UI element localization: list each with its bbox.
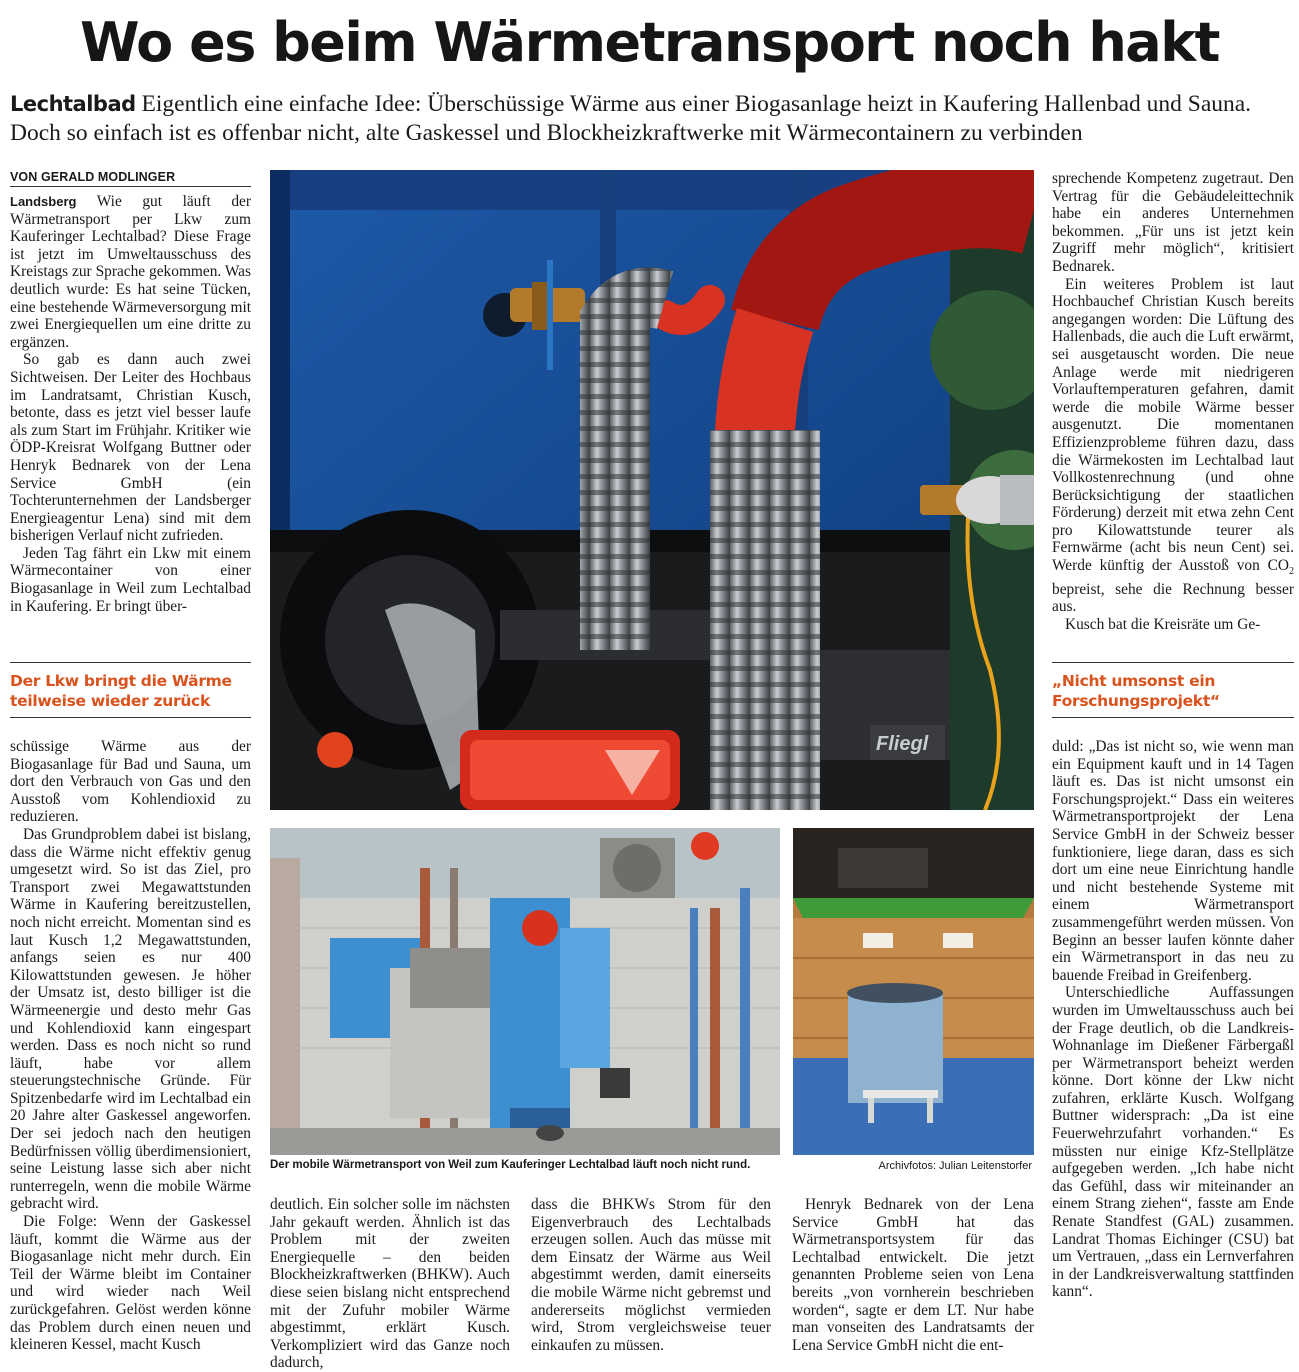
headline: Wo es beim Wärmetransport noch hakt <box>80 11 1219 74</box>
photo-caption: Der mobile Wärmetransport von Weil zum Kauferinger Lechtalbad läuft noch nicht rund. <box>270 1159 751 1171</box>
col5-paragraph-2: Ein weiteres Problem ist laut Hochbauchef Christian Kusch bereits angegangen worden: Die Lüftung des Hallenbads, die auch die Luft erwärmt, sei ausgetauscht worden. Die neue Anlage werde mit niedrigeren Vorlauftemperaturen gefahren, damit werde die mobile Wärme besser ausgenutzt. Die momentanen Effizienzprobleme führen dazu, dass die Wärmekosten im Lechtalbad laut Vollkostenrechnung (und ohne Berücksichtigung der staatlichen Förderung) derzeit mit etwa zehn Cent pro Kilowattstunde teurer als Fernwärme (acht bis neun Cent) sei. Werde künftig der Ausstoß von $CO_2$ bepreist, sehe die Rechnung besser aus. <box>1052 275 1294 616</box>
article-column-5-continued <box>1052 738 1294 1301</box>
photo-credit: Archivfotos: Julian Leitenstorfer <box>878 1160 1032 1172</box>
container-rib <box>270 170 290 580</box>
col1-paragraph-6: Die Folge: Wenn der Gaskessel läuft, kommt die Wärme aus der Biogasanlage nicht mehr durch. Ein Teil der Wärme bleibt im Container und wird wieder nach Weil zurückgefahren. Gelöst werden könne das Problem durch einen neuen und kleineren Kessel, macht Kusch <box>10 1213 251 1354</box>
article-column-3 <box>531 1196 771 1354</box>
ceiling-panel <box>838 848 928 888</box>
photo-truck <box>270 170 1034 810</box>
photo-sauna-graphic <box>793 828 1034 1155</box>
hose-corrugated <box>710 430 820 810</box>
article-column-2 <box>270 1196 510 1372</box>
dek-keyword: Lechtalbad <box>10 92 136 116</box>
col3-paragraph: dass die BHKWs Strom für den Eigenverbrauch des Lechtalbads erzeugen sollen. Auch das müsse mit dem Einsatz der Wärme aus Weil abgestimmt werden, damit einerseits die mobile Wärme nicht gebremst und andererseits möglichst vermieden wird, Strom vergleichsweise teuer einkaufen zu müssen. <box>531 1196 771 1354</box>
photo-truck-graphic <box>270 170 1034 810</box>
col5-paragraph-3: Kusch bat die Kreisräte um Ge- <box>1065 615 1261 633</box>
subhead-1: Der Lkw bringt die Wärme teilweise wieder zurück <box>10 662 251 718</box>
subhead-2: „Nicht umsonst ein Forschungsprojekt“ <box>1052 662 1294 718</box>
article-column-4 <box>792 1196 1034 1354</box>
col5-paragraph-5: Unterschiedliche Auffassungen wurden im Umweltausschuss auch bei der Frage deutlich, ob die Landkreis-Wohnanlage im Dießener Färbergaßl per Wärmetransport beheizt werden könne. Dort könne der Lkw nicht zufahren, erklärte Kusch. Wolfgang Buttner widersprach: „Da ist eine Feuerwehrzufahrt vorhanden.“ Es müssten nur einige Kfz-Stellplätze aufgegeben werden. „Ich habe nicht das Gefühl, dass wir miteinander an einem Strang ziehen“, fasste am Ende Renate Standfest (GAL) zusammen. Landrat Thomas Eichinger (CSU) bat um Vertrauen, „dass ein Lernverfahren in der Landkreisverwaltung stattfinden kann“. <box>1052 984 1294 1301</box>
brand-plate-text: Fliegl <box>876 733 929 755</box>
dek-text: Eigentlich eine einfache Idee: Überschüssige Wärme aus einer Biogasanlage heizt in Kaufering Hallenbad und Sauna. Doch so einfach ist es offenbar nicht, alte Gaskessel und Blockheizkraftwerke mit Wärmecontainern zu verbinden <box>10 91 1252 146</box>
col1-paragraph-1: Landsberg Wie gut läuft der Wärmetransport per Lkw zum Kauferinger Lechtalbad? Diese Frage ist jetzt im Umweltausschuss des Kreistags zur Sprache gekommen. Was deutlich wurde: Es hat seine Tücken, eine bestehende Wärmeversorgung mit zwei Energiequellen um eine dritte zu ergänzen. <box>10 193 251 351</box>
bench <box>863 1090 938 1098</box>
col4-paragraph: Henryk Bednarek von der Lena Service GmbH hat das Wärmetransportsystem für das Lechtalbad entwickelt. Die jetzt genannten Probleme seien von Lena bereits „von vornherein beschrieben worden“, sagte er dem LT. Nur habe man vonseiten des Landratsamts der Lena Service GmbH nicht die ent- <box>792 1196 1034 1354</box>
col1-paragraph-3: Jeden Tag fährt ein Lkw mit einem Wärmecontainer von einer Biogasanlage in Weil zum Lechtalbad in Kaufering. Er bringt über- <box>10 544 251 615</box>
byline: VON GERALD MODLINGER <box>10 170 251 187</box>
article-column-5 <box>1052 170 1294 634</box>
photo-boiler-room <box>270 828 780 1155</box>
article-column-1 <box>10 170 251 615</box>
col1-paragraph-5: Das Grundproblem dabei ist bislang, dass die Wärme nicht effektiv genug umgesetzt wird. So ist das Ziel, pro Transport zwei Megawattstunden Wärme in Kaufering bereitzustellen, noch nicht erreicht. Momentan sind es laut Kusch 1,2 Megawattstunden, anfangs seien es nur 400 Kilowattstunden gewesen. Je höher der Umsatz ist, desto billiger ist die Wärmeenergie und desto mehr Gas und Kohlendioxid kann eingespart werden. Dass es noch nicht so rund läuft, habe vor allem steuerungstechnische Gründe. Für Spitzenbedarfe wird im Lechtalbad ein 20 Jahre alter Gaskessel angeworfen. Der sei jedoch nach den heutigen Bedürfnissen völlig überdimensioniert, seine Leistung lasse sich aber nicht runterregeln, wenn die mobile Wärme gebracht wird. <box>10 825 251 1213</box>
dek <box>10 90 1290 148</box>
col1-paragraph-2: So gab es dann auch zwei Sichtweisen. Der Leiter des Hochbaus im Landratsamt, Christian Kusch, betonte, dass es jetzt viel besser laufe als zum Start im Frühjahr. Kritiker wie ÖDP-Kreisrat Wolfgang Buttner oder Henryk Bednarek von der Lena Service GmbH (ein Tochterunternehmen der Landsberger Energieagentur Lena) sind mit dem bisherigen Verlauf nicht zufrieden. <box>10 351 251 545</box>
col5-paragraph-4: duld: „Das ist nicht so, wie wenn man ein Equipment kauft und in 14 Tagen läuft es. Das ist nicht umsonst ein Forschungsprojekt.“ Dass ein weiteres Wärmetransportprojekt der Lena Service GmbH in der Schweiz besser funktioniere, liege daran, dass es sich dort um eine neue Einrichtung handle und nicht bestehende Systeme mit einem Wärmetransport zusammengeführt werden müssen. Von Beginn an besser laufen könnte daher ein Wärmetransport in das neu zu bauende Freibad in Greifenberg. <box>1052 738 1294 984</box>
photo-sauna <box>793 828 1034 1155</box>
photo-boiler-room-graphic <box>270 828 780 1155</box>
col2-paragraph: deutlich. Ein solcher solle im nächsten Jahr gekauft werden. Ähnlich ist das Problem mit der zweiten Energiequelle – den beiden Blockheizkraftwerken (BHKW). Auch diese seien bislang nicht entsprechend mit der Zufuhr mobiler Wärme abgestimmt, erklärt Kusch. Verkompliziert wird das Ganze noch dadurch, <box>270 1196 510 1372</box>
col5-paragraph-1: sprechende Kompetenz zugetraut. Den Vertrag für die Gebäudeleittechnik habe ein anderes Unternehmen bekommen. „Für uns ist jetzt kein Zugriff mehr möglich“, kritisiert Bednarek. <box>1052 170 1294 275</box>
col1-paragraph-4: schüssige Wärme aus der Biogasanlage für Bad und Sauna, um dort den Verbrauch von Gas und den Ausstoß vom Kohlendioxid zu reduzieren. <box>10 738 251 826</box>
article-column-1-continued <box>10 738 251 1354</box>
sauna-oven <box>848 993 943 1103</box>
dateline-location: Landsberg <box>10 194 77 209</box>
